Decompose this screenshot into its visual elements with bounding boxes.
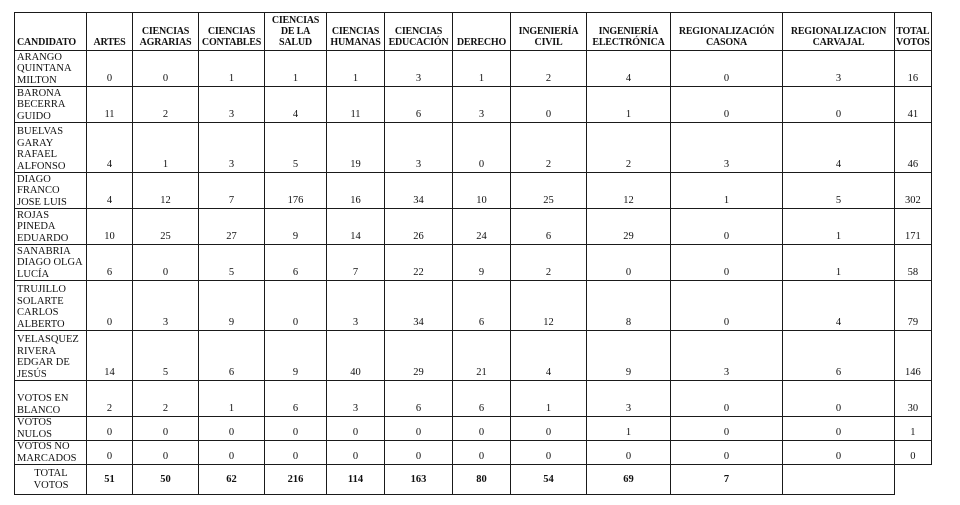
cell-derecho: 6 <box>453 381 511 417</box>
cell-ingenieria-civil: 2 <box>511 51 587 87</box>
cell-regionalizacion-casona: 0 <box>671 441 783 465</box>
total-cell-ciencias-contables: 62 <box>199 465 265 495</box>
cell-ciencias-humanas: 3 <box>327 281 385 331</box>
cell-derecho: 21 <box>453 331 511 381</box>
total-cell-derecho: 80 <box>453 465 511 495</box>
cell-ciencias-educacion: 3 <box>385 51 453 87</box>
cell-ciencias-agrarias: 5 <box>133 331 199 381</box>
cell-ingenieria-electronica: 29 <box>587 209 671 245</box>
cell-ciencias-agrarias: 25 <box>133 209 199 245</box>
cell-ciencias-de-la-salud: 0 <box>265 441 327 465</box>
cell-artes: 0 <box>87 51 133 87</box>
header-ciencias-humanas: CIENCIAS HUMANAS <box>327 13 385 51</box>
cell-ciencias-humanas: 11 <box>327 87 385 123</box>
cell-derecho: 6 <box>453 281 511 331</box>
candidate-name-votos-nulos: VOTOS NULOS <box>15 417 87 441</box>
cell-regionalizacion-carvajal: 1 <box>783 245 895 281</box>
cell-ciencias-de-la-salud: 0 <box>265 417 327 441</box>
cell-total-votos: 46 <box>895 123 932 173</box>
cell-regionalizacion-casona: 0 <box>671 281 783 331</box>
total-cell-ciencias-de-la-salud: 216 <box>265 465 327 495</box>
total-cell-ciencias-educacion: 163 <box>385 465 453 495</box>
header-ingenieria-civil: INGENIERÍA CIVIL <box>511 13 587 51</box>
candidate-name-votos-no-marcados: VOTOS NO MARCADOS <box>15 441 87 465</box>
cell-ingenieria-civil: 4 <box>511 331 587 381</box>
cell-ciencias-humanas: 16 <box>327 173 385 209</box>
cell-regionalizacion-carvajal: 5 <box>783 173 895 209</box>
cell-ingenieria-electronica: 2 <box>587 123 671 173</box>
header-ciencias-educacion: CIENCIAS EDUCACIÓN <box>385 13 453 51</box>
cell-ciencias-educacion: 0 <box>385 441 453 465</box>
cell-ciencias-educacion: 34 <box>385 173 453 209</box>
cell-ingenieria-electronica: 12 <box>587 173 671 209</box>
cell-ciencias-de-la-salud: 0 <box>265 281 327 331</box>
cell-derecho: 0 <box>453 441 511 465</box>
cell-total-votos: 1 <box>895 417 932 441</box>
cell-ciencias-de-la-salud: 5 <box>265 123 327 173</box>
header-total-votos: TOTAL VOTOS <box>895 13 932 51</box>
cell-ciencias-agrarias: 0 <box>133 51 199 87</box>
cell-total-votos: 16 <box>895 51 932 87</box>
cell-total-votos: 146 <box>895 331 932 381</box>
cell-ciencias-educacion: 3 <box>385 123 453 173</box>
candidate-name-arango-quintana-milton: ARANGO QUINTANA MILTON <box>15 51 87 87</box>
cell-ciencias-educacion: 6 <box>385 87 453 123</box>
total-cell-ingenieria-electronica: 69 <box>587 465 671 495</box>
candidate-name-trujillo-solarte-carlos-alberto: TRUJILLO SOLARTE CARLOS ALBERTO <box>15 281 87 331</box>
candidate-name-rojas-pineda-eduardo: ROJAS PINEDA EDUARDO <box>15 209 87 245</box>
cell-ciencias-educacion: 29 <box>385 331 453 381</box>
header-regionalizacion-casona: REGIONALIZACIÓN CASONA <box>671 13 783 51</box>
table-row <box>15 209 932 245</box>
cell-ciencias-humanas: 0 <box>327 417 385 441</box>
table-row <box>15 417 932 441</box>
table-row <box>15 87 932 123</box>
cell-artes: 6 <box>87 245 133 281</box>
cell-ingenieria-civil: 2 <box>511 245 587 281</box>
cell-ciencias-contables: 9 <box>199 281 265 331</box>
header-ciencias-contables: CIENCIAS CONTABLES <box>199 13 265 51</box>
cell-regionalizacion-carvajal: 1 <box>783 209 895 245</box>
cell-ciencias-educacion: 0 <box>385 417 453 441</box>
cell-ciencias-humanas: 19 <box>327 123 385 173</box>
cell-ingenieria-civil: 1 <box>511 381 587 417</box>
cell-regionalizacion-casona: 3 <box>671 331 783 381</box>
cell-regionalizacion-carvajal: 0 <box>783 381 895 417</box>
cell-derecho: 0 <box>453 123 511 173</box>
total-cell-regionalizacion-carvajal <box>783 465 895 495</box>
cell-ingenieria-civil: 0 <box>511 441 587 465</box>
header-row <box>15 13 932 51</box>
cell-artes: 0 <box>87 417 133 441</box>
cell-ingenieria-electronica: 4 <box>587 51 671 87</box>
cell-derecho: 10 <box>453 173 511 209</box>
table-row <box>15 281 932 331</box>
cell-total-votos: 302 <box>895 173 932 209</box>
candidate-name-velasquez-rivera-edgar-de-jesus: VELASQUEZ RIVERA EDGAR DE JESÚS <box>15 331 87 381</box>
header-derecho: DERECHO <box>453 13 511 51</box>
total-votos-label: TOTAL VOTOS <box>15 465 87 495</box>
cell-total-votos: 0 <box>895 441 932 465</box>
header-candidato: CANDIDATO <box>15 13 87 51</box>
header-ciencias-de-la-salud: CIENCIAS DE LA SALUD <box>265 13 327 51</box>
cell-ciencias-agrarias: 1 <box>133 123 199 173</box>
table-row <box>15 51 932 87</box>
header-artes: ARTES <box>87 13 133 51</box>
cell-artes: 0 <box>87 281 133 331</box>
candidate-name-votos-en-blanco: VOTOS EN BLANCO <box>15 381 87 417</box>
cell-ciencias-humanas: 40 <box>327 331 385 381</box>
header-ciencias-agrarias: CIENCIAS AGRARIAS <box>133 13 199 51</box>
cell-ciencias-contables: 1 <box>199 51 265 87</box>
total-row <box>15 465 932 495</box>
cell-ciencias-educacion: 26 <box>385 209 453 245</box>
table-row <box>15 245 932 281</box>
table-row <box>15 441 932 465</box>
cell-ciencias-contables: 27 <box>199 209 265 245</box>
cell-total-votos: 171 <box>895 209 932 245</box>
candidate-name-sanabria-diago-olga-lucia: SANABRIA DIAGO OLGA LUCÍA <box>15 245 87 281</box>
vote-results-table <box>14 12 932 495</box>
total-cell-ingenieria-civil: 54 <box>511 465 587 495</box>
cell-regionalizacion-carvajal: 6 <box>783 331 895 381</box>
table-row <box>15 381 932 417</box>
cell-regionalizacion-carvajal: 4 <box>783 281 895 331</box>
cell-total-votos: 41 <box>895 87 932 123</box>
cell-regionalizacion-casona: 0 <box>671 381 783 417</box>
cell-derecho: 3 <box>453 87 511 123</box>
cell-ciencias-educacion: 22 <box>385 245 453 281</box>
table-row <box>15 123 932 173</box>
cell-ciencias-agrarias: 2 <box>133 381 199 417</box>
cell-artes: 4 <box>87 173 133 209</box>
cell-artes: 10 <box>87 209 133 245</box>
total-cell-regionalizacion-casona: 7 <box>671 465 783 495</box>
cell-derecho: 1 <box>453 51 511 87</box>
candidate-name-barona-becerra-guido: BARONA BECERRA GUIDO <box>15 87 87 123</box>
cell-artes: 4 <box>87 123 133 173</box>
cell-ingenieria-electronica: 1 <box>587 87 671 123</box>
cell-ciencias-contables: 7 <box>199 173 265 209</box>
cell-regionalizacion-casona: 1 <box>671 173 783 209</box>
cell-ingenieria-electronica: 1 <box>587 417 671 441</box>
cell-derecho: 0 <box>453 417 511 441</box>
cell-ciencias-educacion: 34 <box>385 281 453 331</box>
cell-regionalizacion-carvajal: 0 <box>783 441 895 465</box>
cell-ingenieria-civil: 2 <box>511 123 587 173</box>
cell-ciencias-contables: 6 <box>199 331 265 381</box>
cell-ingenieria-electronica: 8 <box>587 281 671 331</box>
cell-ciencias-humanas: 7 <box>327 245 385 281</box>
cell-ciencias-contables: 3 <box>199 87 265 123</box>
cell-ingenieria-civil: 0 <box>511 417 587 441</box>
cell-ciencias-agrarias: 0 <box>133 441 199 465</box>
table-row <box>15 173 932 209</box>
total-cell-ciencias-agrarias: 50 <box>133 465 199 495</box>
cell-ciencias-humanas: 1 <box>327 51 385 87</box>
header-ingenieria-electronica: INGENIERÍA ELECTRÓNICA <box>587 13 671 51</box>
cell-artes: 0 <box>87 441 133 465</box>
cell-ingenieria-electronica: 3 <box>587 381 671 417</box>
cell-ciencias-contables: 5 <box>199 245 265 281</box>
cell-regionalizacion-carvajal: 0 <box>783 87 895 123</box>
cell-ciencias-agrarias: 12 <box>133 173 199 209</box>
cell-ciencias-de-la-salud: 4 <box>265 87 327 123</box>
candidate-name-buelvas-garay-rafael-alfonso: BUELVAS GARAY RAFAEL ALFONSO <box>15 123 87 173</box>
table-row <box>15 331 932 381</box>
cell-ciencias-agrarias: 2 <box>133 87 199 123</box>
cell-total-votos: 30 <box>895 381 932 417</box>
cell-ingenieria-civil: 6 <box>511 209 587 245</box>
cell-ingenieria-electronica: 0 <box>587 441 671 465</box>
cell-regionalizacion-casona: 0 <box>671 51 783 87</box>
cell-ingenieria-electronica: 0 <box>587 245 671 281</box>
cell-artes: 2 <box>87 381 133 417</box>
cell-ingenieria-civil: 25 <box>511 173 587 209</box>
header-regionalizacion-carvajal: REGIONALIZACION CARVAJAL <box>783 13 895 51</box>
cell-total-votos: 79 <box>895 281 932 331</box>
cell-ciencias-humanas: 0 <box>327 441 385 465</box>
cell-derecho: 9 <box>453 245 511 281</box>
cell-ciencias-de-la-salud: 1 <box>265 51 327 87</box>
cell-regionalizacion-casona: 0 <box>671 245 783 281</box>
cell-artes: 14 <box>87 331 133 381</box>
cell-regionalizacion-casona: 0 <box>671 87 783 123</box>
cell-ciencias-agrarias: 0 <box>133 245 199 281</box>
cell-ciencias-contables: 1 <box>199 381 265 417</box>
cell-ciencias-agrarias: 3 <box>133 281 199 331</box>
cell-derecho: 24 <box>453 209 511 245</box>
cell-regionalizacion-casona: 0 <box>671 417 783 441</box>
cell-ciencias-contables: 3 <box>199 123 265 173</box>
cell-ciencias-contables: 0 <box>199 441 265 465</box>
cell-ciencias-de-la-salud: 9 <box>265 209 327 245</box>
cell-regionalizacion-carvajal: 3 <box>783 51 895 87</box>
cell-ingenieria-civil: 12 <box>511 281 587 331</box>
cell-regionalizacion-carvajal: 4 <box>783 123 895 173</box>
cell-ciencias-de-la-salud: 176 <box>265 173 327 209</box>
total-cell-ciencias-humanas: 114 <box>327 465 385 495</box>
cell-ingenieria-electronica: 9 <box>587 331 671 381</box>
table-body <box>15 51 932 495</box>
total-cell-artes: 51 <box>87 465 133 495</box>
total-cell-total-votos <box>895 465 932 495</box>
cell-ingenieria-civil: 0 <box>511 87 587 123</box>
cell-regionalizacion-carvajal: 0 <box>783 417 895 441</box>
cell-total-votos: 58 <box>895 245 932 281</box>
cell-ciencias-de-la-salud: 9 <box>265 331 327 381</box>
cell-regionalizacion-casona: 0 <box>671 209 783 245</box>
cell-ciencias-educacion: 6 <box>385 381 453 417</box>
cell-ciencias-agrarias: 0 <box>133 417 199 441</box>
cell-ciencias-humanas: 14 <box>327 209 385 245</box>
cell-artes: 11 <box>87 87 133 123</box>
candidate-name-diago-franco-jose-luis: DIAGO FRANCO JOSE LUIS <box>15 173 87 209</box>
cell-ciencias-de-la-salud: 6 <box>265 381 327 417</box>
cell-regionalizacion-casona: 3 <box>671 123 783 173</box>
cell-ciencias-contables: 0 <box>199 417 265 441</box>
cell-ciencias-humanas: 3 <box>327 381 385 417</box>
cell-ciencias-de-la-salud: 6 <box>265 245 327 281</box>
